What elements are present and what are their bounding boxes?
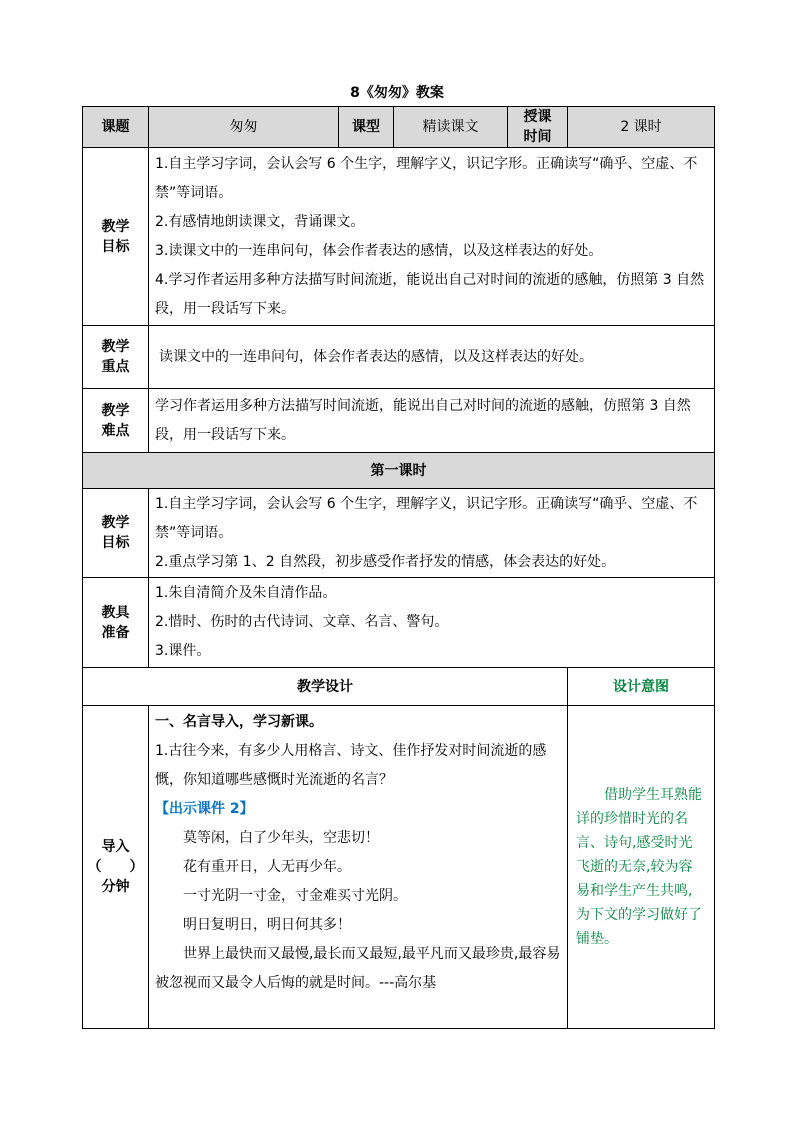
topic-value: 匆匆 — [149, 107, 339, 148]
prep-label: 教具 准备 — [83, 578, 149, 668]
goal-item: 2.重点学习第 1、2 自然段，初步感受作者抒发的情感，体会表达的好处。 — [155, 553, 616, 570]
type-value: 精读课文 — [394, 107, 508, 148]
quote-line: 明日复明日，明日何其多！ — [183, 917, 351, 933]
header-row — [83, 107, 715, 148]
section-heading: 一、名言导入，学习新课。 — [155, 714, 323, 730]
goals-row — [83, 148, 715, 326]
question-text: 1.古往今来，有多少人用格言、诗文、佳作抒发对时间流逝的感慨，你知道哪些感慨时光流逝的名言？ — [155, 743, 547, 788]
difficulty-content: 学习作者运用多种方法描写时间流逝，能说出自己对时间的流逝的感触，仿照第 3 自然段，用一段话写下来。 — [149, 389, 715, 453]
prep-item: 3.课件。 — [155, 643, 211, 659]
quote-line: 花有重开日，人无再少年。 — [183, 859, 351, 875]
topic-label: 课题 — [83, 107, 149, 148]
goal-item: 2.有感情地朗读课文，背诵课文。 — [155, 213, 365, 230]
design-header-row — [83, 668, 715, 706]
prep-content — [149, 578, 715, 668]
type-label: 课型 — [339, 107, 394, 148]
difficulty-label: 教学 难点 — [83, 389, 149, 453]
intent-column-header: 设计意图 — [568, 668, 715, 706]
goal-item: 4.学习作者运用多种方法描写时间流逝，能说出自己对时间的流逝的感触，仿照第 3 自然段，用一段话写下来。 — [155, 271, 705, 317]
key-content: 读课文中的一连串问句，体会作者表达的感情，以及这样表达的好处。 — [149, 326, 715, 389]
goal-item: 1.自主学习字词，会认会写 6 个生字，理解字义，识记字形。正确读写“确乎、空虚、不禁”等词语。 — [155, 495, 698, 541]
intro-row — [83, 706, 715, 1029]
goals-label: 教学 目标 — [83, 148, 149, 326]
goal-item: 3.读课文中的一连串问句，体会作者表达的感情，以及这样表达的好处。 — [155, 242, 603, 259]
design-column-header: 教学设计 — [83, 668, 568, 706]
goal-item: 1.自主学习字词，会认会写 6 个生字，理解字义，识记字形。正确读写“确乎、空虚、不禁”等词语。 — [155, 155, 698, 201]
key-label: 教学 重点 — [83, 326, 149, 389]
prep-item: 2.惜时、伤时的古代诗词、文章、名言、警句。 — [155, 614, 449, 630]
lesson-plan-table — [82, 106, 715, 1029]
time-value: 2 课时 — [568, 107, 715, 148]
lesson1-title: 第一课时 — [83, 453, 715, 489]
quote-line: 世界上最快而又最慢,最长而又最短,最平凡而又最珍贵,最容易被忽视而又最令人后悔的就是时间。---高尔基 — [155, 946, 561, 991]
lesson1-goals-content — [149, 489, 715, 578]
page-title: 8《匆匆》教案 — [350, 85, 444, 101]
intro-label: 导入 （ ） 分钟 — [83, 706, 149, 1029]
key-row — [83, 326, 715, 389]
quote-line: 一寸光阴一寸金，寸金难买寸光阴。 — [183, 888, 407, 904]
difficulty-row — [83, 389, 715, 453]
lesson1-goals-label: 教学 目标 — [83, 489, 149, 578]
courseware-tag: 【出示课件 2】 — [155, 801, 254, 817]
lesson1-goals-row — [83, 489, 715, 578]
quote-line: 莫等闲，白了少年头，空悲切！ — [183, 830, 379, 846]
lesson1-title-row — [83, 453, 715, 489]
goals-content — [149, 148, 715, 326]
prep-row — [83, 578, 715, 668]
time-label: 授课 时间 — [508, 107, 568, 148]
intro-content — [149, 706, 568, 1029]
design-intent: 借助学生耳熟能详的珍惜时光的名言、诗句,感受时光飞逝的无奈,较为容易和学生产生共鸣,为下文的学习做好了铺垫。 — [568, 706, 715, 1029]
prep-item: 1.朱自清简介及朱自清作品。 — [155, 585, 337, 601]
